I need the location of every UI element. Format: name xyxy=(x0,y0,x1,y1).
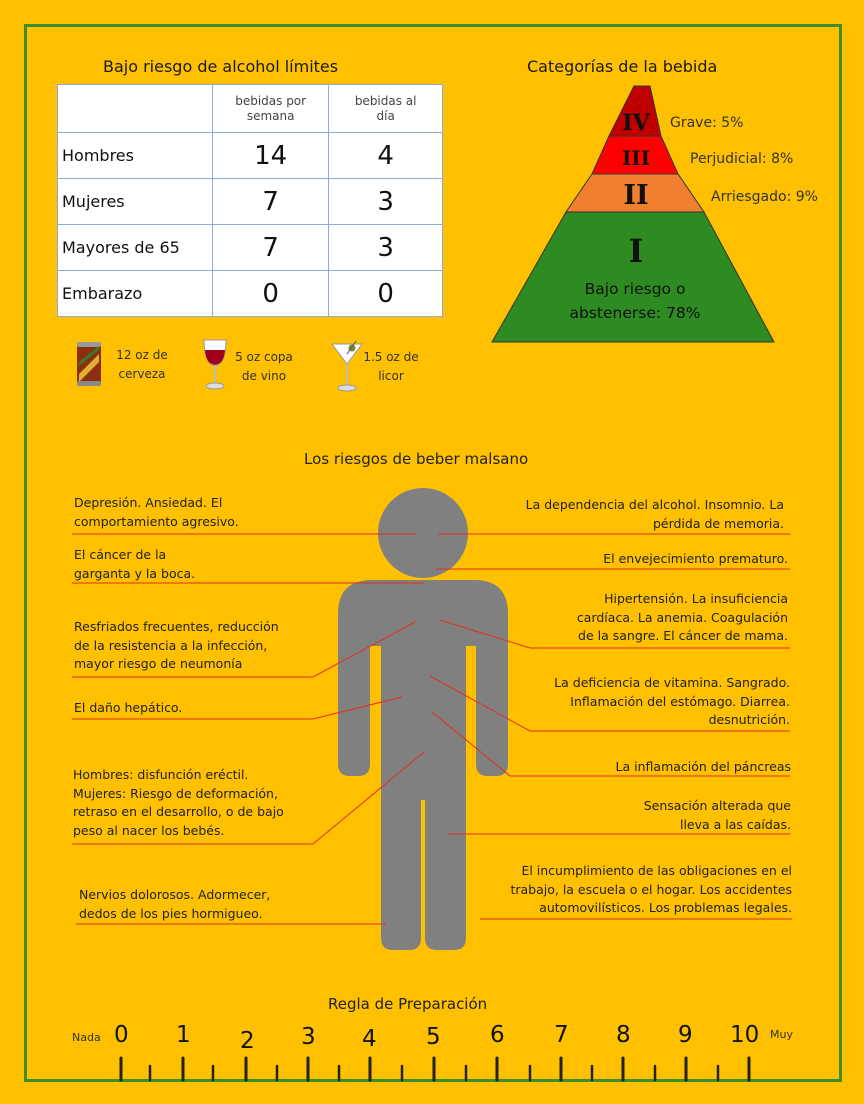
ruler-max-label: Muy xyxy=(770,1028,793,1041)
ruler-title: Regla de Preparación xyxy=(328,995,488,1013)
risk-pancreas: La inflamación del páncreas xyxy=(615,759,791,774)
day-value: 0 xyxy=(329,271,443,317)
col-day-header: bebidas al día xyxy=(329,85,443,133)
risks-title: Los riesgos de beber malsano xyxy=(304,450,529,468)
day-value: 3 xyxy=(329,225,443,271)
row-label: Mujeres xyxy=(58,179,213,225)
ruler-number: 2 xyxy=(240,1028,255,1054)
ruler-number: 7 xyxy=(554,1022,569,1048)
week-value: 14 xyxy=(213,133,329,179)
day-value: 3 xyxy=(329,179,443,225)
risk-reproductive: Hombres: disfunción eréctil. Mujeres: Riesgo de deformación, retraso en el desarrollo, o de bajo peso al nacer los bebés. xyxy=(73,767,284,838)
risk-falls: Sensación alterada que lleva a las caídas. xyxy=(643,798,791,832)
ruler-number: 3 xyxy=(301,1024,316,1050)
beer-label: 12 oz de cerveza xyxy=(116,348,168,381)
level-i-roman: I xyxy=(628,232,644,270)
level-iv-roman: IV xyxy=(622,110,650,136)
week-value: 7 xyxy=(213,225,329,271)
row-label: Embarazo xyxy=(58,271,213,317)
row-label: Mayores de 65 xyxy=(58,225,213,271)
level-ii-roman: II xyxy=(623,180,649,211)
ruler-number: 5 xyxy=(426,1024,441,1050)
risk-nerves: Nervios dolorosos. Adormecer, dedos de los pies hormigueo. xyxy=(79,887,271,921)
ruler-number: 10 xyxy=(730,1022,760,1048)
ruler-number: 8 xyxy=(616,1022,631,1048)
wine-label: 5 oz copa de vino xyxy=(235,350,293,383)
ruler-min-label: Nada xyxy=(72,1031,101,1044)
limits-title: Bajo riesgo de alcohol límites xyxy=(103,57,339,76)
level-i-label: Bajo riesgo o abstenerse: 78% xyxy=(569,280,701,322)
week-value: 0 xyxy=(213,271,329,317)
ruler-number: 4 xyxy=(362,1026,377,1052)
liquor-label: 1.5 oz de licor xyxy=(363,350,419,383)
categories-title: Categorías de la bebida xyxy=(527,57,718,76)
ruler-number: 6 xyxy=(490,1022,505,1048)
risk-infections: Resfriados frecuentes, reducción de la resistencia a la infección, mayor riesgo de neumonía xyxy=(74,619,279,671)
body-silhouette xyxy=(338,488,508,950)
risk-stomach: La deficiencia de vitamina. Sangrado. Inflamación del estómago. Diarrea. desnutrición. xyxy=(554,675,790,727)
level-iv-label: Grave: 5% xyxy=(670,115,744,131)
level-iii-label: Perjudicial: 8% xyxy=(690,151,794,167)
row-label: Hombres xyxy=(58,133,213,179)
week-value: 7 xyxy=(213,179,329,225)
ruler-number: 1 xyxy=(176,1022,191,1048)
level-iii-roman: III xyxy=(621,146,651,170)
risk-aging: El envejecimiento prematuro. xyxy=(603,551,788,566)
col-week-header: bebidas por semana xyxy=(213,85,329,133)
ruler-number: 9 xyxy=(678,1022,693,1048)
risk-liver: El daño hepático. xyxy=(74,700,183,715)
risk-obligations: El incumplimiento de las obligaciones en el trabajo, la escuela o el hogar. Los accidentes automovilísticos. Los problemas legales. xyxy=(510,863,792,915)
day-value: 4 xyxy=(329,133,443,179)
risk-depression: Depresión. Ansiedad. El comportamiento agresivo. xyxy=(74,495,239,529)
ruler-number: 0 xyxy=(114,1022,129,1048)
risk-throat-cancer: El cáncer de la garganta y la boca. xyxy=(74,547,196,581)
risk-dependence: La dependencia del alcohol. Insomnio. La pérdida de memoria. xyxy=(525,497,784,531)
risk-heart: Hipertensión. La insuficiencia cardíaca. La anemia. Coagulación de la sangre. El cáncer de mama. xyxy=(576,591,788,643)
ruler-ticks xyxy=(0,1052,864,1086)
level-ii-label: Arriesgado: 9% xyxy=(711,189,818,205)
